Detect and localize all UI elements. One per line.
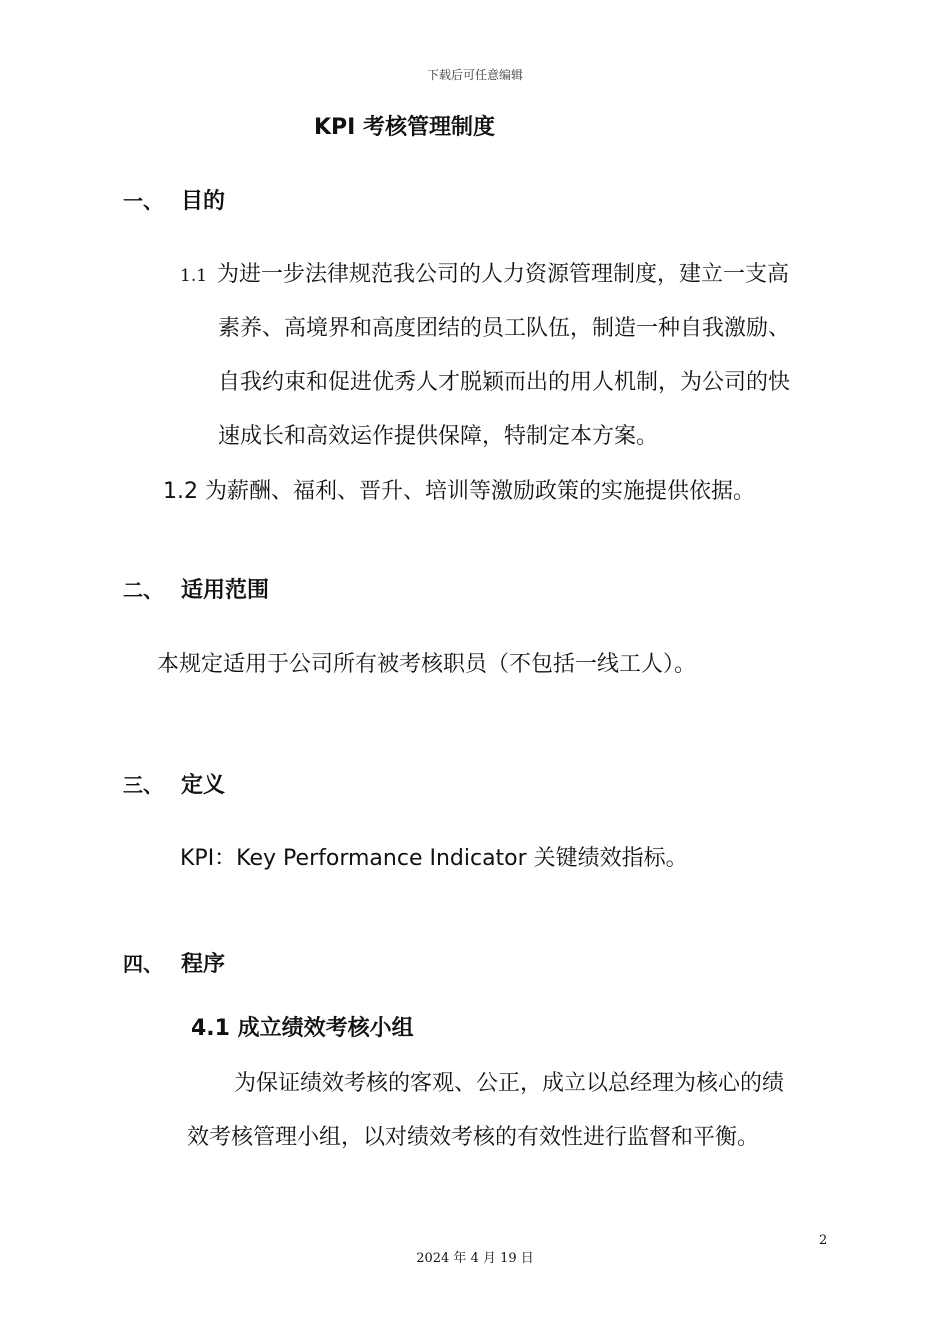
section-number: 三、 <box>123 773 163 797</box>
section-heading-scope <box>123 573 269 604</box>
section-title: 目的 <box>181 189 226 214</box>
item-1-1 <box>180 248 789 303</box>
footer-date: 2024 年 4 月 19 日 <box>416 1251 534 1266</box>
section-heading-purpose <box>123 184 225 215</box>
page-number: 2 <box>819 1233 828 1248</box>
item-line: 自我约束和促进优秀人才脱颖而出的用人机制，为公司的快 <box>218 370 791 395</box>
subsection-line-2: 效考核管理小组，以对绩效考核的有效性进行监督和平衡。 <box>187 1125 760 1150</box>
section-heading-definition <box>123 768 225 799</box>
item-line: 速成长和高效运作提供保障，特制定本方案。 <box>218 424 659 449</box>
section-number: 一、 <box>123 189 163 213</box>
section-title: 定义 <box>181 773 226 798</box>
item-1-1-continuation <box>218 302 790 464</box>
header-note: 下载后可任意编辑 <box>426 68 523 82</box>
document-title: KPI 考核管理制度 <box>314 115 496 140</box>
subsection-line-1: 为保证绩效考核的客观、公正，成立以总经理为核心的绩 <box>234 1071 785 1096</box>
section-title: 适用范围 <box>181 578 270 603</box>
item-line: 素养、高境界和高度团结的员工队伍，制造一种自我激励、 <box>218 316 791 341</box>
scope-body: 本规定适用于公司所有被考核职员（不包括一线工人）。 <box>157 652 697 677</box>
item-line: 为进一步法律规范我公司的人力资源管理制度，建立一支高 <box>217 262 790 287</box>
section-title: 程序 <box>181 952 226 977</box>
subsection-title: 4.1 成立绩效考核小组 <box>191 1016 414 1041</box>
definition-body: KPI：Key Performance Indicator 关键绩效指标。 <box>180 846 688 871</box>
section-number: 四、 <box>123 952 163 976</box>
section-number: 二、 <box>123 578 163 602</box>
item-number: 1.1 <box>180 266 208 286</box>
item-1-2: 1.2 为薪酬、福利、晋升、培训等激励政策的实施提供依据。 <box>163 479 755 504</box>
section-heading-procedure <box>123 947 225 978</box>
